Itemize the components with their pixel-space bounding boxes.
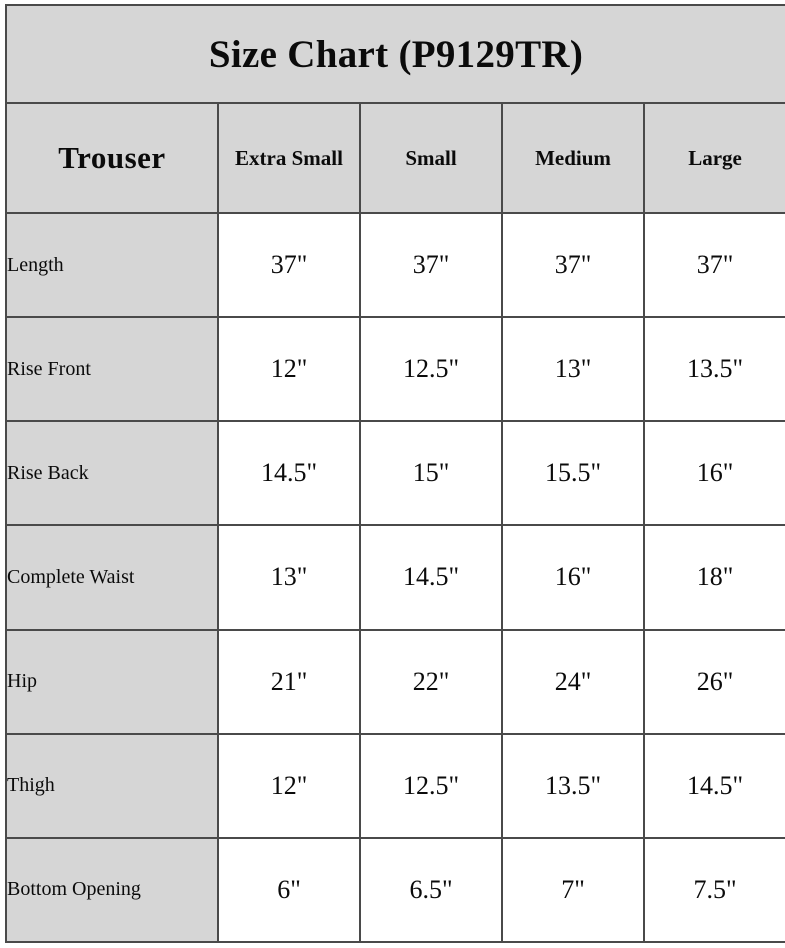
size-chart-table [5,4,785,943]
cell-hip-medium: 24" [502,630,644,734]
cell-rise-back-small: 15" [360,421,502,525]
page-title: Size Chart (P9129TR) [6,5,785,103]
cell-bottom-opening-medium: 7" [502,838,644,942]
cell-length-medium: 37" [502,213,644,317]
row-label-rise-back: Rise Back [6,421,218,525]
row-label-hip: Hip [6,630,218,734]
table-row [6,734,785,838]
cell-complete-waist-small: 14.5" [360,525,502,629]
cell-rise-front-small: 12.5" [360,317,502,421]
cell-complete-waist-extra-small: 13" [218,525,360,629]
row-label-thigh: Thigh [6,734,218,838]
cell-bottom-opening-extra-small: 6" [218,838,360,942]
title-row [6,5,785,103]
column-header-extra-small: Extra Small [218,103,360,213]
cell-thigh-small: 12.5" [360,734,502,838]
row-label-rise-front: Rise Front [6,317,218,421]
column-header-small: Small [360,103,502,213]
cell-length-large: 37" [644,213,785,317]
cell-hip-extra-small: 21" [218,630,360,734]
cell-rise-back-medium: 15.5" [502,421,644,525]
cell-hip-large: 26" [644,630,785,734]
cell-rise-back-large: 16" [644,421,785,525]
cell-thigh-large: 14.5" [644,734,785,838]
cell-rise-front-large: 13.5" [644,317,785,421]
cell-rise-front-medium: 13" [502,317,644,421]
row-label-bottom-opening: Bottom Opening [6,838,218,942]
table-row [6,421,785,525]
header-row [6,103,785,213]
table-row [6,630,785,734]
cell-thigh-medium: 13.5" [502,734,644,838]
row-header-label: Trouser [6,103,218,213]
column-header-medium: Medium [502,103,644,213]
table-row [6,213,785,317]
cell-complete-waist-large: 18" [644,525,785,629]
row-label-complete-waist: Complete Waist [6,525,218,629]
cell-hip-small: 22" [360,630,502,734]
row-label-length: Length [6,213,218,317]
table-row [6,525,785,629]
column-header-large: Large [644,103,785,213]
cell-thigh-extra-small: 12" [218,734,360,838]
cell-rise-back-extra-small: 14.5" [218,421,360,525]
cell-complete-waist-medium: 16" [502,525,644,629]
cell-length-extra-small: 37" [218,213,360,317]
cell-bottom-opening-small: 6.5" [360,838,502,942]
cell-rise-front-extra-small: 12" [218,317,360,421]
cell-bottom-opening-large: 7.5" [644,838,785,942]
table-row [6,838,785,942]
cell-length-small: 37" [360,213,502,317]
table-row [6,317,785,421]
